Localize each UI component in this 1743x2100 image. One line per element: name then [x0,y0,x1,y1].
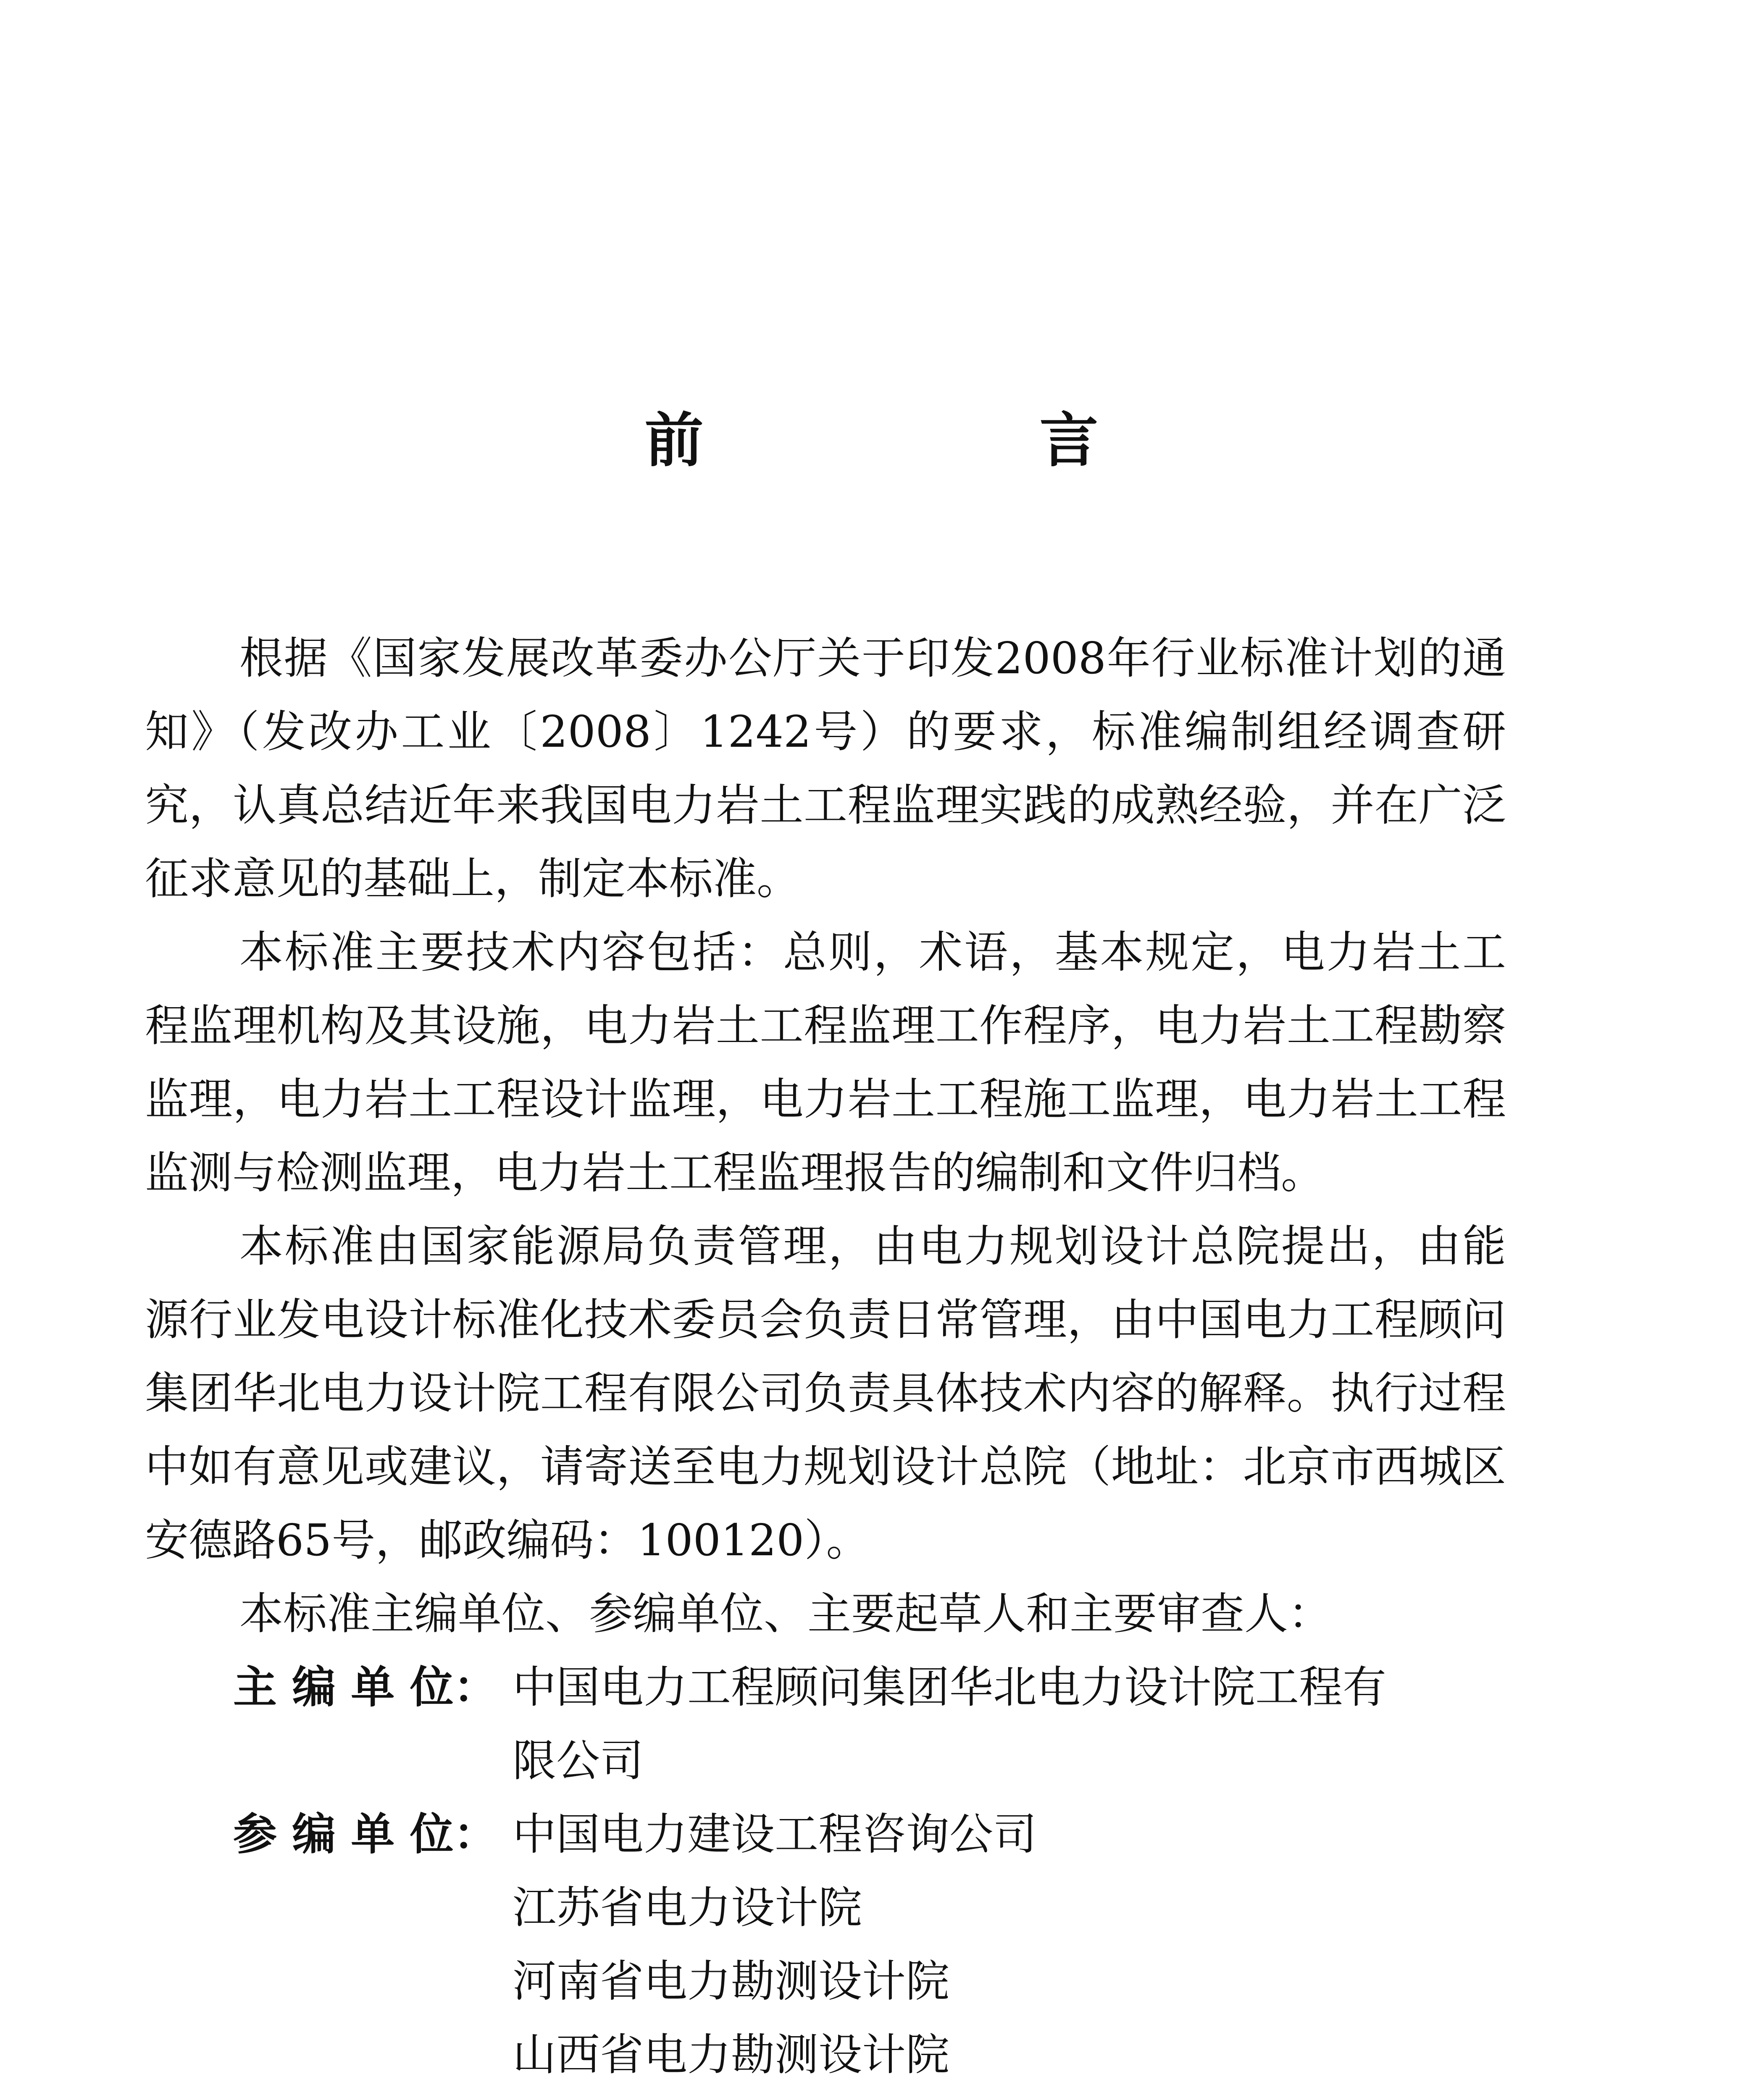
participants-row [145,1798,1506,2100]
chief-editor-line: 限公司 [513,1735,644,1786]
paragraph-units-intro: 本标准主编单位、参编单位、主要起草人和主要审查人： [239,1588,1332,1639]
participant-unit: 中国电力建设工程咨询公司 [513,1809,1037,1860]
participant-unit: 江苏省电力设计院 [513,1882,862,1933]
participants-value [513,1798,1506,2100]
chief-editor-row [145,1651,1506,1798]
body-text [145,622,1506,2100]
chief-editor-label: 主 编 单 位： [233,1662,497,1713]
paragraph-basis: 根据《国家发展改革委办公厅关于印发2008年行业标准计划的通知》（发改办工业〔2008〕1242号）的要求，标准编制组经调查研究，认真总结近年来我国电力岩土工程监理实践的成熟经验，并在广泛征求意见的基础上，制定本标准。 [145,633,1506,904]
participant-unit [513,2092,1506,2100]
page-title: 前 言 [644,407,1237,475]
chief-editor-line: 中国电力工程顾问集团华北电力设计院工程有 [513,1662,1387,1713]
participant-unit: 山西省电力勘测设计院 [513,2029,950,2080]
participant-unit: 河南省电力勘测设计院 [513,1956,950,2007]
participants-label: 参 编 单 位： [233,1809,497,1860]
paragraph-management: 本标准由国家能源局负责管理，由电力规划设计总院提出，由能源行业发电设计标准化技术委员会负责日常管理，由中国电力工程顾问集团华北电力设计院工程有限公司负责具体技术内容的解释。执行过程中如有意见或建议，请寄送至电力规划设计总院（地址：北京市西城区安德路65号，邮政编码：100120）。 [145,1221,1506,1566]
chief-editor-value [513,1651,1506,1798]
paragraph-content: 本标准主要技术内容包括：总则，术语，基本规定，电力岩土工程监理机构及其设施，电力岩土工程监理工作程序，电力岩土工程勘察监理，电力岩土工程设计监理，电力岩土工程施工监理，电力岩土工程监测与检测监理，电力岩土工程监理报告的编制和文件归档。 [145,927,1506,1198]
